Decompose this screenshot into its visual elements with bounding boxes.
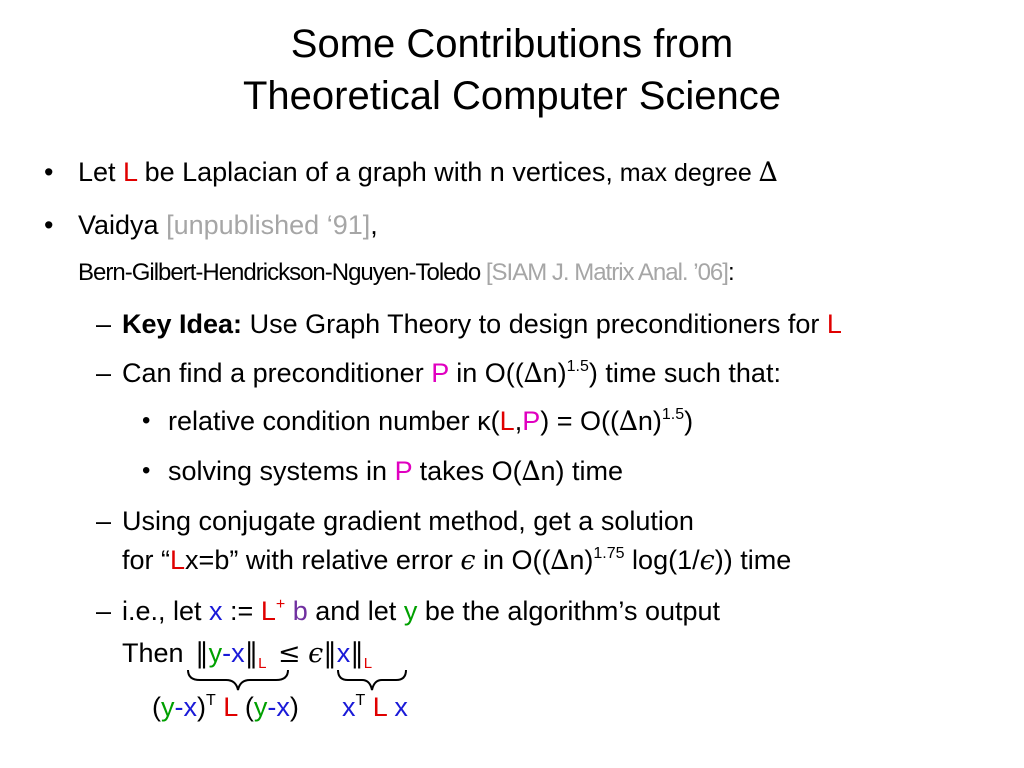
norm-bar: ‖ — [195, 638, 209, 669]
exponent: 1.5 — [661, 406, 685, 423]
subbullet-conjugate-gradient-2 — [122, 543, 791, 578]
underbrace-right — [336, 668, 408, 692]
underbrace-expr-right — [342, 690, 408, 724]
bullet-dot: • — [44, 157, 54, 187]
symbol-epsilon: ϵ — [460, 545, 476, 576]
symbol-delta: ∆ — [618, 406, 638, 437]
text: - — [174, 692, 184, 722]
symbol-plus: + — [275, 596, 286, 613]
symbol-L: L — [258, 655, 267, 672]
symbol-delta: ∆ — [758, 157, 778, 188]
text: n) — [569, 545, 594, 575]
symbol-x: x — [231, 638, 245, 668]
text: x=b” with relative error — [185, 545, 461, 575]
text: be the algorithm’s output — [417, 596, 721, 626]
text: Then — [122, 638, 184, 668]
symbol-P: P — [522, 406, 541, 436]
bullet-dash: – — [96, 596, 112, 626]
symbol-L: L — [123, 157, 138, 187]
underbrace-expr-left — [152, 690, 299, 724]
exponent: 1.75 — [593, 545, 625, 562]
symbol-x: x — [336, 638, 351, 668]
text: in O(( — [448, 358, 524, 388]
reference: [SIAM J. Matrix Anal. ’06] — [485, 259, 728, 286]
symbol-L: L — [170, 545, 186, 575]
text: ) = O(( — [540, 406, 619, 436]
transpose: T — [355, 692, 366, 709]
text: solving systems in — [168, 456, 395, 486]
text: Use Graph Theory to design preconditioners for — [242, 309, 827, 339]
bullet-dot: • — [142, 407, 151, 434]
text: := — [222, 596, 261, 626]
symbol-x: x — [342, 692, 356, 722]
text: - — [222, 638, 232, 668]
text: log(1/ — [624, 545, 700, 575]
symbol-L: L — [363, 655, 373, 672]
symbol-delta: ∆ — [521, 456, 541, 487]
text: relative condition number κ( — [168, 406, 500, 436]
text: ) — [197, 692, 206, 722]
symbol-y: y — [208, 638, 223, 668]
bullet-dash: – — [96, 506, 112, 536]
text: ) — [289, 692, 299, 722]
norm-bar: ‖ — [323, 638, 337, 669]
text: for “ — [122, 545, 171, 575]
text: Let — [78, 157, 124, 187]
text: - — [267, 692, 277, 722]
text: max degree — [612, 159, 759, 187]
bullet-dot: • — [142, 457, 151, 484]
text: n) — [637, 406, 662, 436]
symbol-y: y — [403, 596, 418, 626]
text: Vaidya — [78, 210, 167, 240]
symbol-L: L — [260, 596, 276, 626]
text: ( — [237, 692, 254, 722]
text: be Laplacian of a graph with n vertices, — [137, 157, 613, 187]
text: )) time — [714, 545, 792, 575]
subbullet-key-idea — [122, 307, 842, 341]
text: ) — [684, 406, 694, 436]
text: Key Idea: — [122, 309, 243, 339]
text: , — [514, 406, 523, 436]
bullet-authors — [78, 256, 734, 290]
symbol-y: y — [253, 692, 268, 722]
symbol-delta: ∆ — [550, 545, 570, 576]
title-line-1: Some Contributions from — [290, 22, 734, 66]
underbrace-left — [186, 668, 290, 692]
symbol-x: x — [394, 692, 408, 722]
subbullet-conjugate-gradient: Using conjugate gradient method, get a solution — [122, 506, 694, 536]
symbol-x: x — [183, 692, 197, 722]
norm-bar: ‖ — [244, 638, 259, 669]
text: ( — [152, 692, 161, 722]
bullet-dash: – — [96, 358, 112, 388]
symbol-L: L — [499, 406, 515, 436]
symbol-y: y — [161, 692, 175, 722]
symbol-epsilon: ϵ — [699, 545, 715, 576]
symbol-P: P — [431, 358, 449, 388]
norm-bar: ‖ — [350, 638, 364, 669]
symbol-delta: ∆ — [523, 358, 543, 389]
symbol-b: b — [285, 596, 308, 626]
text: ) time such that: — [588, 358, 781, 388]
then-inequality — [122, 636, 372, 671]
text: takes O( — [412, 456, 522, 486]
text: i.e., let — [122, 596, 210, 626]
item-solving-systems — [168, 454, 623, 489]
reference: [unpublished ‘91] — [166, 210, 371, 240]
symbol-P: P — [394, 456, 413, 486]
transpose: T — [206, 692, 216, 709]
text: and let — [307, 596, 404, 626]
title-line-2: Theoretical Computer Science — [242, 74, 782, 118]
bullet-vaidya — [78, 208, 378, 242]
text: : — [727, 259, 734, 286]
symbol-epsilon: ϵ — [308, 638, 324, 669]
text: n) — [542, 358, 567, 388]
symbol-L: L — [826, 309, 842, 339]
slide-title — [0, 18, 1024, 122]
symbol-x: x — [276, 692, 290, 722]
subbullet-ie — [122, 594, 720, 628]
bullet-laplacian — [78, 155, 778, 190]
text: , — [370, 210, 378, 240]
symbol-x: x — [209, 596, 223, 626]
bullet-dot: • — [44, 210, 54, 240]
text: in O(( — [475, 545, 551, 575]
text: n) time — [540, 456, 624, 486]
symbol-leq: ≤ — [277, 638, 301, 669]
subbullet-preconditioner — [122, 356, 781, 391]
item-condition-number — [168, 404, 693, 439]
symbol-L: L — [223, 692, 238, 722]
symbol-L: L — [372, 692, 387, 722]
text: Bern-Gilbert-Hendrickson-Nguyen-Toledo — [78, 259, 486, 286]
bullet-dash: – — [96, 309, 112, 339]
exponent: 1.5 — [566, 358, 589, 375]
text: Can find a preconditioner — [122, 358, 432, 388]
